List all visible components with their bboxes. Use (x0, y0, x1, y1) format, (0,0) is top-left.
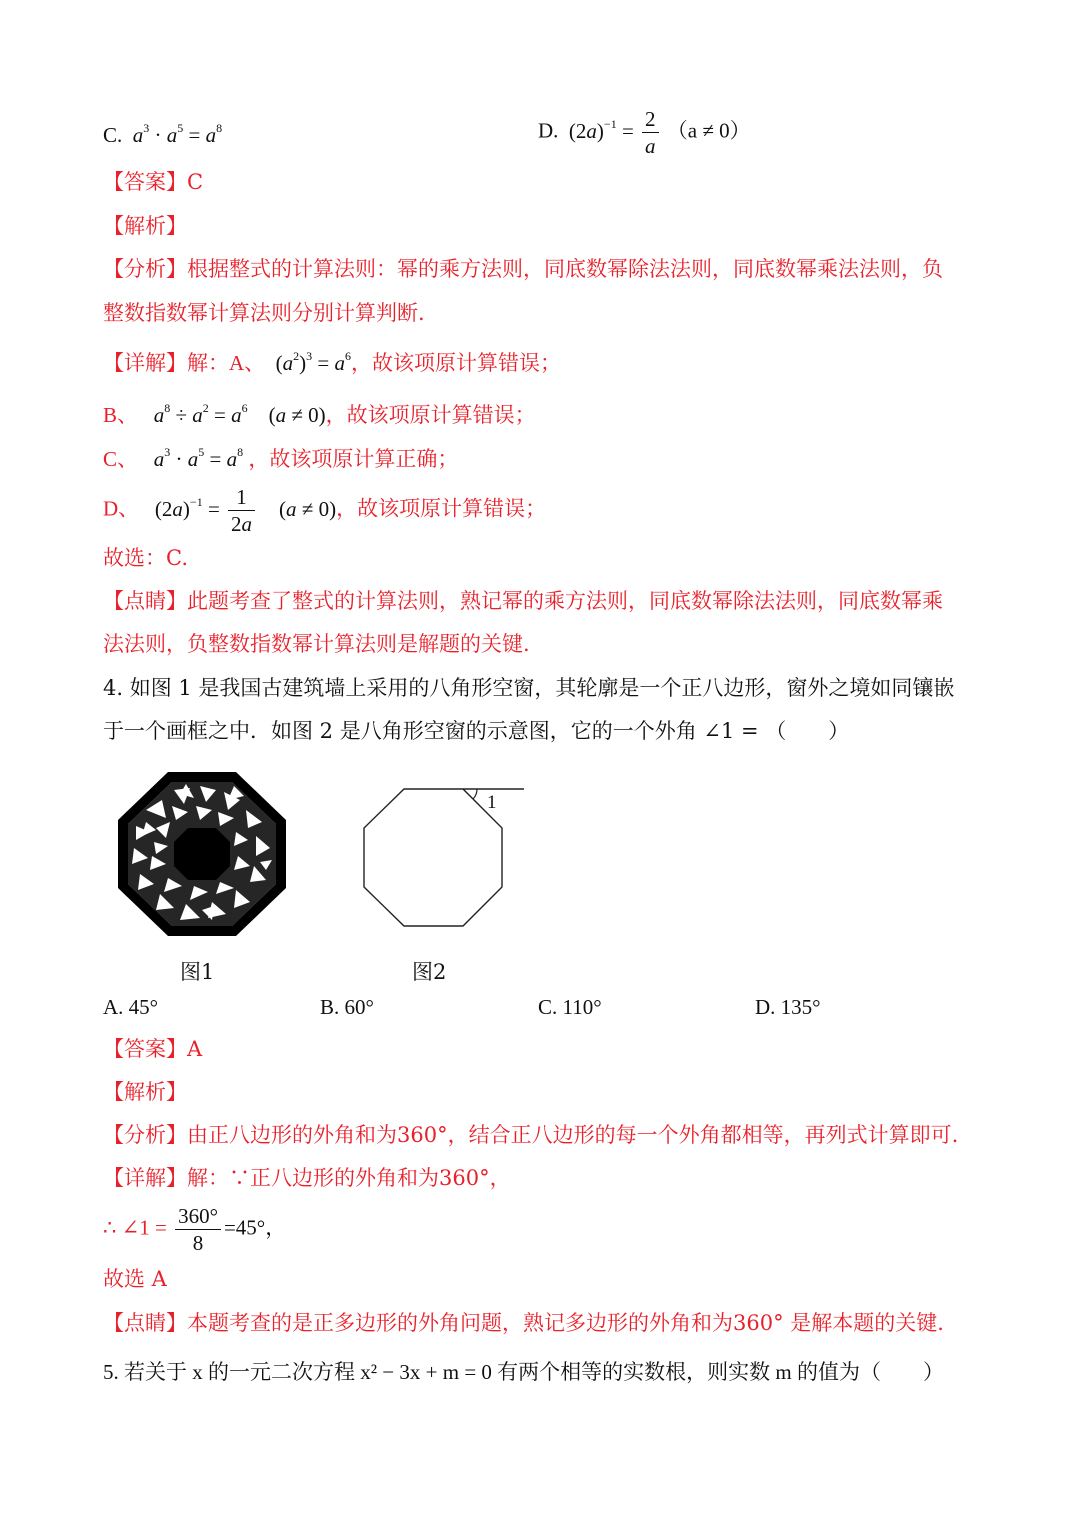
q4-fenxi-tag: 【分析】 (103, 1123, 187, 1147)
q3-analysis-heading: 【解析】 (103, 214, 187, 238)
q4-dianjing-text: 本题考查的是正多边形的外角问题，熟记多边形的外角和为360° 是解本题的关键. (187, 1311, 944, 1335)
q4-xiangjie-text: 解：∵正八边形的外角和为360°， (187, 1166, 511, 1190)
q3-option-c-expr: $a^3 \cdot a^5 = a^8$ (132, 121, 223, 147)
q4-xiangjie (103, 1168, 511, 1189)
q4-fenxi-text: 由正八边形的外角和为360°，结合正八边形的每一个外角都相等，再列式计算即可. (187, 1123, 959, 1147)
q4-fenxi (103, 1125, 958, 1146)
q3-b-label: B、 (103, 403, 139, 427)
q3-fenxi-line2: 整数指数幂计算法则分别计算判断. (103, 301, 425, 325)
q3-expr-a: $(a^2)^3 = a^6$ (275, 349, 352, 375)
q4-choose: 故选 A (103, 1267, 167, 1291)
q3-option-d-expr: $(2a)^{-1}$ = $\frac{2}{a}$ (569, 119, 662, 143)
q4-dianjing-tag: 【点睛】 (103, 1311, 187, 1335)
q3-option-c-label: C. (103, 123, 123, 147)
q3-d-tail: ，故该项原计算错误； (336, 496, 547, 521)
q3-option-d-cond: （a ≠ 0） (666, 118, 751, 143)
q3-answer: 【答案】C (103, 170, 204, 194)
q4-option-c: C. 110° (538, 995, 602, 1019)
q5-stem: 5. 若关于 x 的一元二次方程 x² − 3x + m = 0 有两个相等的实数根，则实数 m 的值为（ ） (103, 1360, 944, 1384)
q4-figure1-window (116, 770, 288, 938)
q3-option-c (103, 122, 222, 146)
q4-figure2-angle-label: 1 (487, 792, 497, 813)
q4-stem-line2: 于一个画框之中．如图 2 是八角形空窗的示意图，它的一个外角 ∠1 = （ ） (103, 719, 850, 743)
q4-calc-prefix: ∴ ∠1 = (103, 1215, 173, 1240)
q3-fenxi-tag: 【分析】 (103, 257, 187, 281)
q3-expr-c: $a^3 \cdot a^5 = a^8$ (153, 445, 244, 471)
q4-option-b: B. 60° (320, 995, 374, 1019)
q4-stem-line1: 4. 如图 1 是我国古建筑墙上采用的八角形空窗，其轮廓是一个正八边形，窗外之境如同镶嵌 (103, 676, 955, 700)
q4-figure2-octagon (360, 786, 530, 930)
q3-xiangjie-prefix: 解：A、 (187, 351, 266, 375)
q3-c-tail: ，故该项原计算正确； (248, 447, 459, 471)
q3-expr-b: $a^8 \div a^2 = a^6$ (a ≠ 0) (153, 401, 326, 427)
q3-dianjing-line2: 法法则，负整数指数幂计算法则是解题的关键. (103, 632, 530, 656)
q3-dianjing-line1 (103, 591, 943, 612)
q3-b-tail: ，故该项原计算错误； (325, 403, 536, 427)
q4-figure2-caption: 图2 (412, 960, 447, 984)
q4-answer: 【答案】A (103, 1037, 203, 1061)
q3-xiangjie-tag: 【详解】 (103, 351, 187, 375)
q3-dianjing-text1: 此题考查了整式的计算法则，熟记幂的乘方法则，同底数幂除法法则，同底数幂乘 (187, 589, 943, 613)
q4-calc-den: 8 (192, 1231, 204, 1256)
q3-fenxi-line1 (103, 259, 943, 280)
q4-calc-num: 360° (175, 1203, 221, 1230)
q3-c-label: C、 (103, 447, 139, 471)
q4-xiangjie-tag: 【详解】 (103, 1166, 187, 1190)
q4-option-a: A. 45° (103, 995, 159, 1019)
q3-line-b (103, 402, 536, 426)
q4-option-d: D. 135° (755, 995, 821, 1019)
q4-dianjing (103, 1313, 944, 1334)
q3-line-d (103, 484, 546, 538)
q3-xiangjie-a (103, 350, 561, 374)
q3-expr-d: $(2a)^{-1}$ = $\frac{1}{2a}$ (a ≠ 0) (154, 485, 337, 537)
q3-fenxi-text1: 根据整式的计算法则：幂的乘方法则，同底数幂除法法则，同底数幂乘法法则，负 (187, 257, 943, 281)
q4-calc (103, 1203, 286, 1257)
q3-dianjing-tag: 【点睛】 (103, 589, 187, 613)
q3-a-tail: ，故该项原计算错误； (351, 351, 562, 375)
q3-option-d (538, 106, 751, 160)
q3-line-c (103, 446, 458, 470)
q4-calc-fraction (175, 1203, 221, 1257)
q4-figure1-caption: 图1 (180, 960, 215, 984)
q4-analysis-heading: 【解析】 (103, 1080, 187, 1104)
q3-option-d-label: D. (538, 118, 559, 143)
q4-calc-tail: =45°， (223, 1215, 287, 1240)
q3-d-label: D、 (103, 496, 140, 521)
q3-choose: 故选：C. (103, 546, 188, 570)
